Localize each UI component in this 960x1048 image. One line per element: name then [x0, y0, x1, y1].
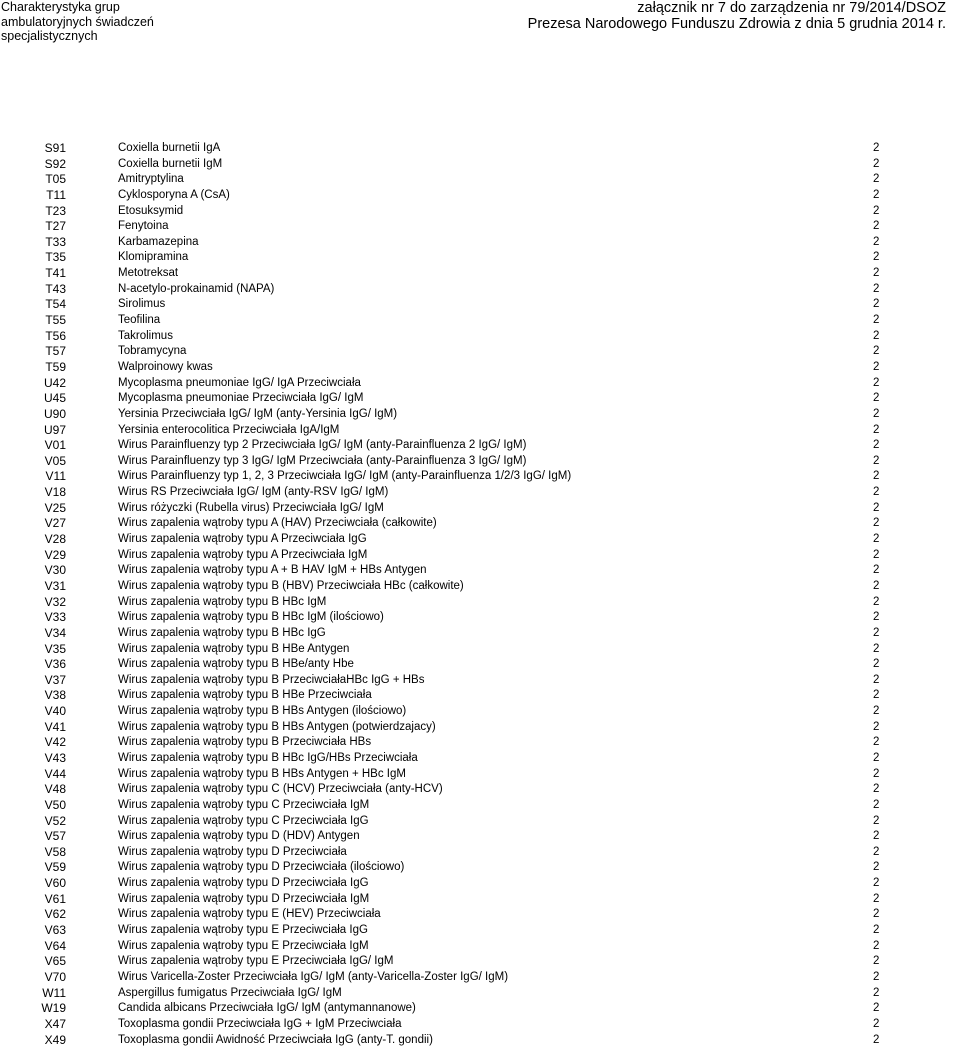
service-code: V60 — [44, 876, 66, 891]
table-row — [0, 532, 960, 548]
service-group-value: 2 — [873, 1033, 880, 1046]
table-row — [0, 814, 960, 830]
service-table — [0, 141, 960, 1048]
service-group-value: 2 — [873, 814, 880, 827]
service-name: Wirus zapalenia wątroby typu D Przeciwciała IgG — [118, 877, 369, 890]
service-code: V37 — [44, 672, 66, 687]
table-row — [0, 595, 960, 611]
table-row — [0, 423, 960, 439]
service-name: Wirus zapalenia wątroby typu B (HBV) Przeciwciała HBc (całkowite) — [118, 579, 464, 592]
service-name: Teofilina — [118, 314, 161, 327]
service-code: V01 — [44, 438, 66, 453]
service-group-value: 2 — [873, 986, 880, 999]
service-name: Wirus zapalenia wątroby typu C Przeciwciała IgM — [118, 798, 370, 811]
table-row — [0, 282, 960, 298]
table-row — [0, 1001, 960, 1017]
table-row — [0, 360, 960, 376]
service-name: Wirus zapalenia wątroby typu D Przeciwciała — [118, 845, 347, 858]
service-name: Mycoplasma pneumoniae IgG/ IgA Przeciwciała — [118, 376, 361, 389]
table-row — [0, 876, 960, 892]
service-name: Wirus zapalenia wątroby typu C Przeciwciała IgG — [118, 814, 369, 827]
service-name: Tobramycyna — [118, 345, 187, 358]
service-name: Wirus zapalenia wątroby typu B HBs Antygen (ilościowo) — [118, 705, 407, 718]
table-row — [0, 250, 960, 266]
service-group-value: 2 — [873, 157, 880, 170]
service-group-value: 2 — [873, 705, 880, 718]
service-name: Wirus Parainfluenzy typ 3 IgG/ IgM Przeciwciała (anty-Parainfluenza 3 IgG/ IgM) — [118, 454, 527, 467]
table-row — [0, 141, 960, 157]
service-code: V40 — [44, 704, 66, 719]
service-code: V50 — [44, 797, 66, 812]
service-group-value: 2 — [873, 314, 880, 327]
table-row — [0, 720, 960, 736]
service-name: Wirus zapalenia wątroby typu A + B HAV IgM + HBs Antygen — [118, 564, 427, 577]
service-code: V36 — [44, 657, 66, 672]
service-group-value: 2 — [873, 486, 880, 499]
service-group-value: 2 — [873, 392, 880, 405]
service-name: Toxoplasma gondii Awidność Przeciwciała IgG (anty-T. gondii) — [118, 1033, 433, 1046]
service-code: U90 — [43, 406, 66, 421]
service-group-value: 2 — [873, 1002, 880, 1015]
service-name: Takrolimus — [118, 329, 173, 342]
service-group-value: 2 — [873, 736, 880, 749]
service-name: Wirus zapalenia wątroby typu B HBc IgM — [118, 595, 327, 608]
service-group-value: 2 — [873, 908, 880, 921]
table-row — [0, 923, 960, 939]
table-row — [0, 454, 960, 470]
service-group-value: 2 — [873, 376, 880, 389]
table-row — [0, 485, 960, 501]
table-row — [0, 860, 960, 876]
table-row — [0, 735, 960, 751]
table-row — [0, 297, 960, 313]
service-name: Wirus zapalenia wątroby typu B PrzeciwciałaHBc IgG + HBs — [118, 673, 425, 686]
service-group-value: 2 — [873, 329, 880, 342]
service-code: U45 — [43, 391, 66, 406]
service-group-value: 2 — [873, 626, 880, 639]
service-code: T54 — [45, 297, 66, 312]
service-name: Walproinowy kwas — [118, 360, 213, 373]
service-group-value: 2 — [873, 345, 880, 358]
service-name: Yersinia Przeciwciała IgG/ IgM (anty-Yersinia IgG/ IgM) — [118, 407, 398, 420]
service-group-value: 2 — [873, 439, 880, 452]
service-code: V59 — [44, 860, 66, 875]
table-row — [0, 407, 960, 423]
service-code: V28 — [44, 532, 66, 547]
service-code: T11 — [46, 187, 66, 202]
service-name: Sirolimus — [118, 298, 166, 311]
service-code: V65 — [44, 954, 66, 969]
service-group-value: 2 — [873, 470, 880, 483]
table-row — [0, 344, 960, 360]
service-group-value: 2 — [873, 877, 880, 890]
table-row — [0, 469, 960, 485]
service-name: Klomipramina — [118, 251, 189, 264]
table-row — [0, 767, 960, 783]
service-name: Wirus RS Przeciwciała IgG/ IgM (anty-RSV IgG/ IgM) — [118, 486, 389, 499]
service-code: V31 — [44, 578, 66, 593]
service-code: V38 — [44, 688, 66, 703]
service-name: Cyklosporyna A (CsA) — [118, 188, 230, 201]
service-code: V05 — [44, 453, 66, 468]
service-code: T33 — [45, 234, 66, 249]
service-name: Wirus zapalenia wątroby typu B HBc IgG/HBs Przeciwciała — [118, 751, 418, 764]
table-row — [0, 516, 960, 532]
service-name: Wirus zapalenia wątroby typu B HBe Antygen — [118, 642, 350, 655]
service-name: Wirus zapalenia wątroby typu B HBe Przeciwciała — [118, 689, 372, 702]
service-code: T43 — [45, 281, 66, 296]
service-code: V52 — [44, 813, 66, 828]
service-name: Aspergillus fumigatus Przeciwciała IgG/ IgM — [118, 986, 342, 999]
table-row — [0, 704, 960, 720]
service-group-value: 2 — [873, 642, 880, 655]
service-name: Wirus różyczki (Rubella virus) Przeciwciała IgG/ IgM — [118, 501, 384, 514]
service-group-value: 2 — [873, 673, 880, 686]
service-group-value: 2 — [873, 1017, 880, 1030]
service-code: T55 — [45, 313, 66, 328]
table-row — [0, 157, 960, 173]
table-row — [0, 829, 960, 845]
table-row — [0, 219, 960, 235]
attachment-reference: załącznik nr 7 do zarządzenia nr 79/2014/DSOZ — [637, 0, 946, 16]
service-name: Wirus zapalenia wątroby typu E Przeciwciała IgG/ IgM — [118, 955, 394, 968]
table-row — [0, 657, 960, 673]
table-row — [0, 1017, 960, 1033]
table-row — [0, 329, 960, 345]
service-name: N-acetylo-prokainamid (NAPA) — [118, 282, 275, 295]
service-group-value: 2 — [873, 783, 880, 796]
service-name: Wirus zapalenia wątroby typu A Przeciwciała IgG — [118, 533, 367, 546]
service-code: T56 — [45, 328, 66, 343]
table-row — [0, 376, 960, 392]
service-group-value: 2 — [873, 235, 880, 248]
service-code: V48 — [44, 782, 66, 797]
issuer-date-line: Prezesa Narodowego Funduszu Zdrowia z dnia 5 grudnia 2014 r. — [527, 16, 946, 32]
service-code: S91 — [44, 141, 66, 155]
service-group-value: 2 — [873, 579, 880, 592]
table-row — [0, 751, 960, 767]
service-group-value: 2 — [873, 892, 880, 905]
service-code: V35 — [44, 641, 66, 656]
table-row — [0, 1033, 960, 1048]
service-code: U42 — [43, 375, 66, 390]
service-group-value: 2 — [873, 845, 880, 858]
service-group-value: 2 — [873, 360, 880, 373]
table-row — [0, 798, 960, 814]
table-row — [0, 892, 960, 908]
service-group-value: 2 — [873, 423, 880, 436]
service-name: Wirus zapalenia wątroby typu B HBs Antygen (potwierdzajacy) — [118, 720, 436, 733]
service-code: V57 — [44, 829, 66, 844]
table-row — [0, 313, 960, 329]
service-code: V18 — [44, 485, 66, 500]
service-code: U97 — [43, 422, 66, 437]
service-group-value: 2 — [873, 204, 880, 217]
service-name: Mycoplasma pneumoniae Przeciwciała IgG/ IgM — [118, 392, 364, 405]
service-code: V58 — [44, 844, 66, 859]
service-code: V33 — [44, 610, 66, 625]
service-name: Metotreksat — [118, 267, 179, 280]
service-name: Wirus zapalenia wątroby typu E Przeciwciała IgM — [118, 939, 369, 952]
service-group-value: 2 — [873, 611, 880, 624]
service-group-value: 2 — [873, 454, 880, 467]
table-row — [0, 688, 960, 704]
service-group-value: 2 — [873, 173, 880, 186]
service-code: V11 — [45, 469, 66, 484]
service-code: V27 — [44, 516, 66, 531]
service-group-value: 2 — [873, 533, 880, 546]
service-group-value: 2 — [873, 658, 880, 671]
service-name: Yersinia enterocolitica Przeciwciała IgA/IgM — [118, 423, 340, 436]
document-header-right — [528, 0, 946, 32]
service-group-value: 2 — [873, 798, 880, 811]
service-name: Wirus zapalenia wątroby typu B HBc IgG — [118, 626, 326, 639]
service-name: Coxiella burnetii IgA — [118, 142, 221, 154]
table-row — [0, 204, 960, 220]
service-name: Wirus zapalenia wątroby typu D Przeciwciała IgM — [118, 892, 370, 905]
service-group-value: 2 — [873, 955, 880, 968]
table-row — [0, 172, 960, 188]
service-name: Wirus zapalenia wątroby typu C (HCV) Przeciwciała (anty-HCV) — [118, 783, 443, 796]
service-code: V62 — [44, 907, 66, 922]
service-group-value: 2 — [873, 564, 880, 577]
service-group-value: 2 — [873, 767, 880, 780]
service-code: V61 — [44, 891, 66, 906]
table-row — [0, 845, 960, 861]
service-name: Wirus Varicella-Zoster Przeciwciała IgG/ IgM (anty-Varicella-Zoster IgG/ IgM) — [118, 970, 509, 983]
service-group-value: 2 — [873, 282, 880, 295]
document-category-title: Charakterystyka grup ambulatoryjnych świadczeń specjalistycznych — [1, 0, 154, 43]
service-code: V42 — [44, 735, 66, 750]
service-group-value: 2 — [873, 970, 880, 983]
service-code: V30 — [44, 563, 66, 578]
service-group-value: 2 — [873, 501, 880, 514]
service-code: T35 — [45, 250, 66, 265]
table-row — [0, 673, 960, 689]
service-group-value: 2 — [873, 595, 880, 608]
service-name: Amitryptylina — [118, 173, 184, 186]
table-row — [0, 501, 960, 517]
service-name: Wirus zapalenia wątroby typu B HBe/anty Hbe — [118, 658, 354, 671]
table-row — [0, 782, 960, 798]
service-group-value: 2 — [873, 830, 880, 843]
service-code: T59 — [45, 359, 66, 374]
service-code: X49 — [44, 1032, 66, 1047]
service-name: Wirus zapalenia wątroby typu E (HEV) Przeciwciała — [118, 908, 381, 921]
service-name: Candida albicans Przeciwciała IgG/ IgM (antymannanowe) — [118, 1002, 416, 1015]
service-group-value: 2 — [873, 220, 880, 233]
table-row — [0, 391, 960, 407]
service-name: Wirus zapalenia wątroby typu D Przeciwciała (ilościowo) — [118, 861, 405, 874]
table-row — [0, 939, 960, 955]
service-group-value: 2 — [873, 689, 880, 702]
service-code: T57 — [45, 344, 66, 359]
service-code: V44 — [44, 766, 66, 781]
table-row — [0, 266, 960, 282]
table-row — [0, 642, 960, 658]
service-group-value: 2 — [873, 142, 880, 154]
table-row — [0, 438, 960, 454]
service-code: T23 — [45, 203, 66, 218]
service-code: V41 — [44, 719, 66, 734]
service-name: Wirus zapalenia wątroby typu A Przeciwciała IgM — [118, 548, 368, 561]
service-name: Wirus zapalenia wątroby typu D (HDV) Antygen — [118, 830, 360, 843]
table-row — [0, 907, 960, 923]
service-group-value: 2 — [873, 751, 880, 764]
service-name: Wirus zapalenia wątroby typu E Przeciwciała IgG — [118, 924, 368, 937]
service-group-value: 2 — [873, 924, 880, 937]
service-code: V29 — [44, 547, 66, 562]
table-row — [0, 563, 960, 579]
service-name: Etosuksymid — [118, 204, 184, 217]
service-code: V63 — [44, 923, 66, 938]
service-code: W19 — [41, 1001, 66, 1016]
service-name: Coxiella burnetii IgM — [118, 157, 223, 170]
service-code: S92 — [44, 156, 66, 171]
table-row — [0, 954, 960, 970]
service-group-value: 2 — [873, 939, 880, 952]
table-row — [0, 548, 960, 564]
service-group-value: 2 — [873, 188, 880, 201]
service-name: Wirus Parainfluenzy typ 1, 2, 3 Przeciwciała IgG/ IgM (anty-Parainfluenza 1/2/3 IgG/ IgM) — [118, 470, 572, 483]
service-group-value: 2 — [873, 548, 880, 561]
service-code: T41 — [45, 266, 66, 281]
table-row — [0, 188, 960, 204]
service-name: Wirus Parainfluenzy typ 2 Przeciwciała IgG/ IgM (anty-Parainfluenza 2 IgG/ IgM) — [118, 439, 527, 452]
service-name: Toxoplasma gondii Przeciwciała IgG + IgM Przeciwciała — [118, 1017, 402, 1030]
service-group-value: 2 — [873, 251, 880, 264]
document-header-left — [1, 0, 161, 44]
service-name: Wirus zapalenia wątroby typu A (HAV) Przeciwciała (całkowite) — [118, 517, 437, 530]
service-code: V70 — [44, 969, 66, 984]
service-group-value: 2 — [873, 407, 880, 420]
service-name: Wirus zapalenia wątroby typu B HBs Antygen + HBc IgM — [118, 767, 406, 780]
service-group-value: 2 — [873, 298, 880, 311]
table-row — [0, 235, 960, 251]
table-row — [0, 579, 960, 595]
table-row — [0, 970, 960, 986]
table-row — [0, 986, 960, 1002]
service-name: Fenytoina — [118, 220, 169, 233]
service-code: V32 — [44, 594, 66, 609]
service-name: Wirus zapalenia wątroby typu B Przeciwciała HBs — [118, 736, 372, 749]
service-code: V25 — [44, 500, 66, 515]
service-group-value: 2 — [873, 720, 880, 733]
table-row — [0, 610, 960, 626]
service-name: Karbamazepina — [118, 235, 199, 248]
service-code: V34 — [44, 625, 66, 640]
service-code: T05 — [45, 172, 66, 187]
service-group-value: 2 — [873, 861, 880, 874]
service-name: Wirus zapalenia wątroby typu B HBc IgM (ilościowo) — [118, 611, 384, 624]
service-code: W11 — [42, 985, 66, 1000]
service-code: V43 — [44, 750, 66, 765]
service-code: T27 — [45, 219, 66, 234]
table-row — [0, 626, 960, 642]
service-group-value: 2 — [873, 267, 880, 280]
service-group-value: 2 — [873, 517, 880, 530]
service-code: X47 — [44, 1016, 66, 1031]
service-code: V64 — [44, 938, 66, 953]
